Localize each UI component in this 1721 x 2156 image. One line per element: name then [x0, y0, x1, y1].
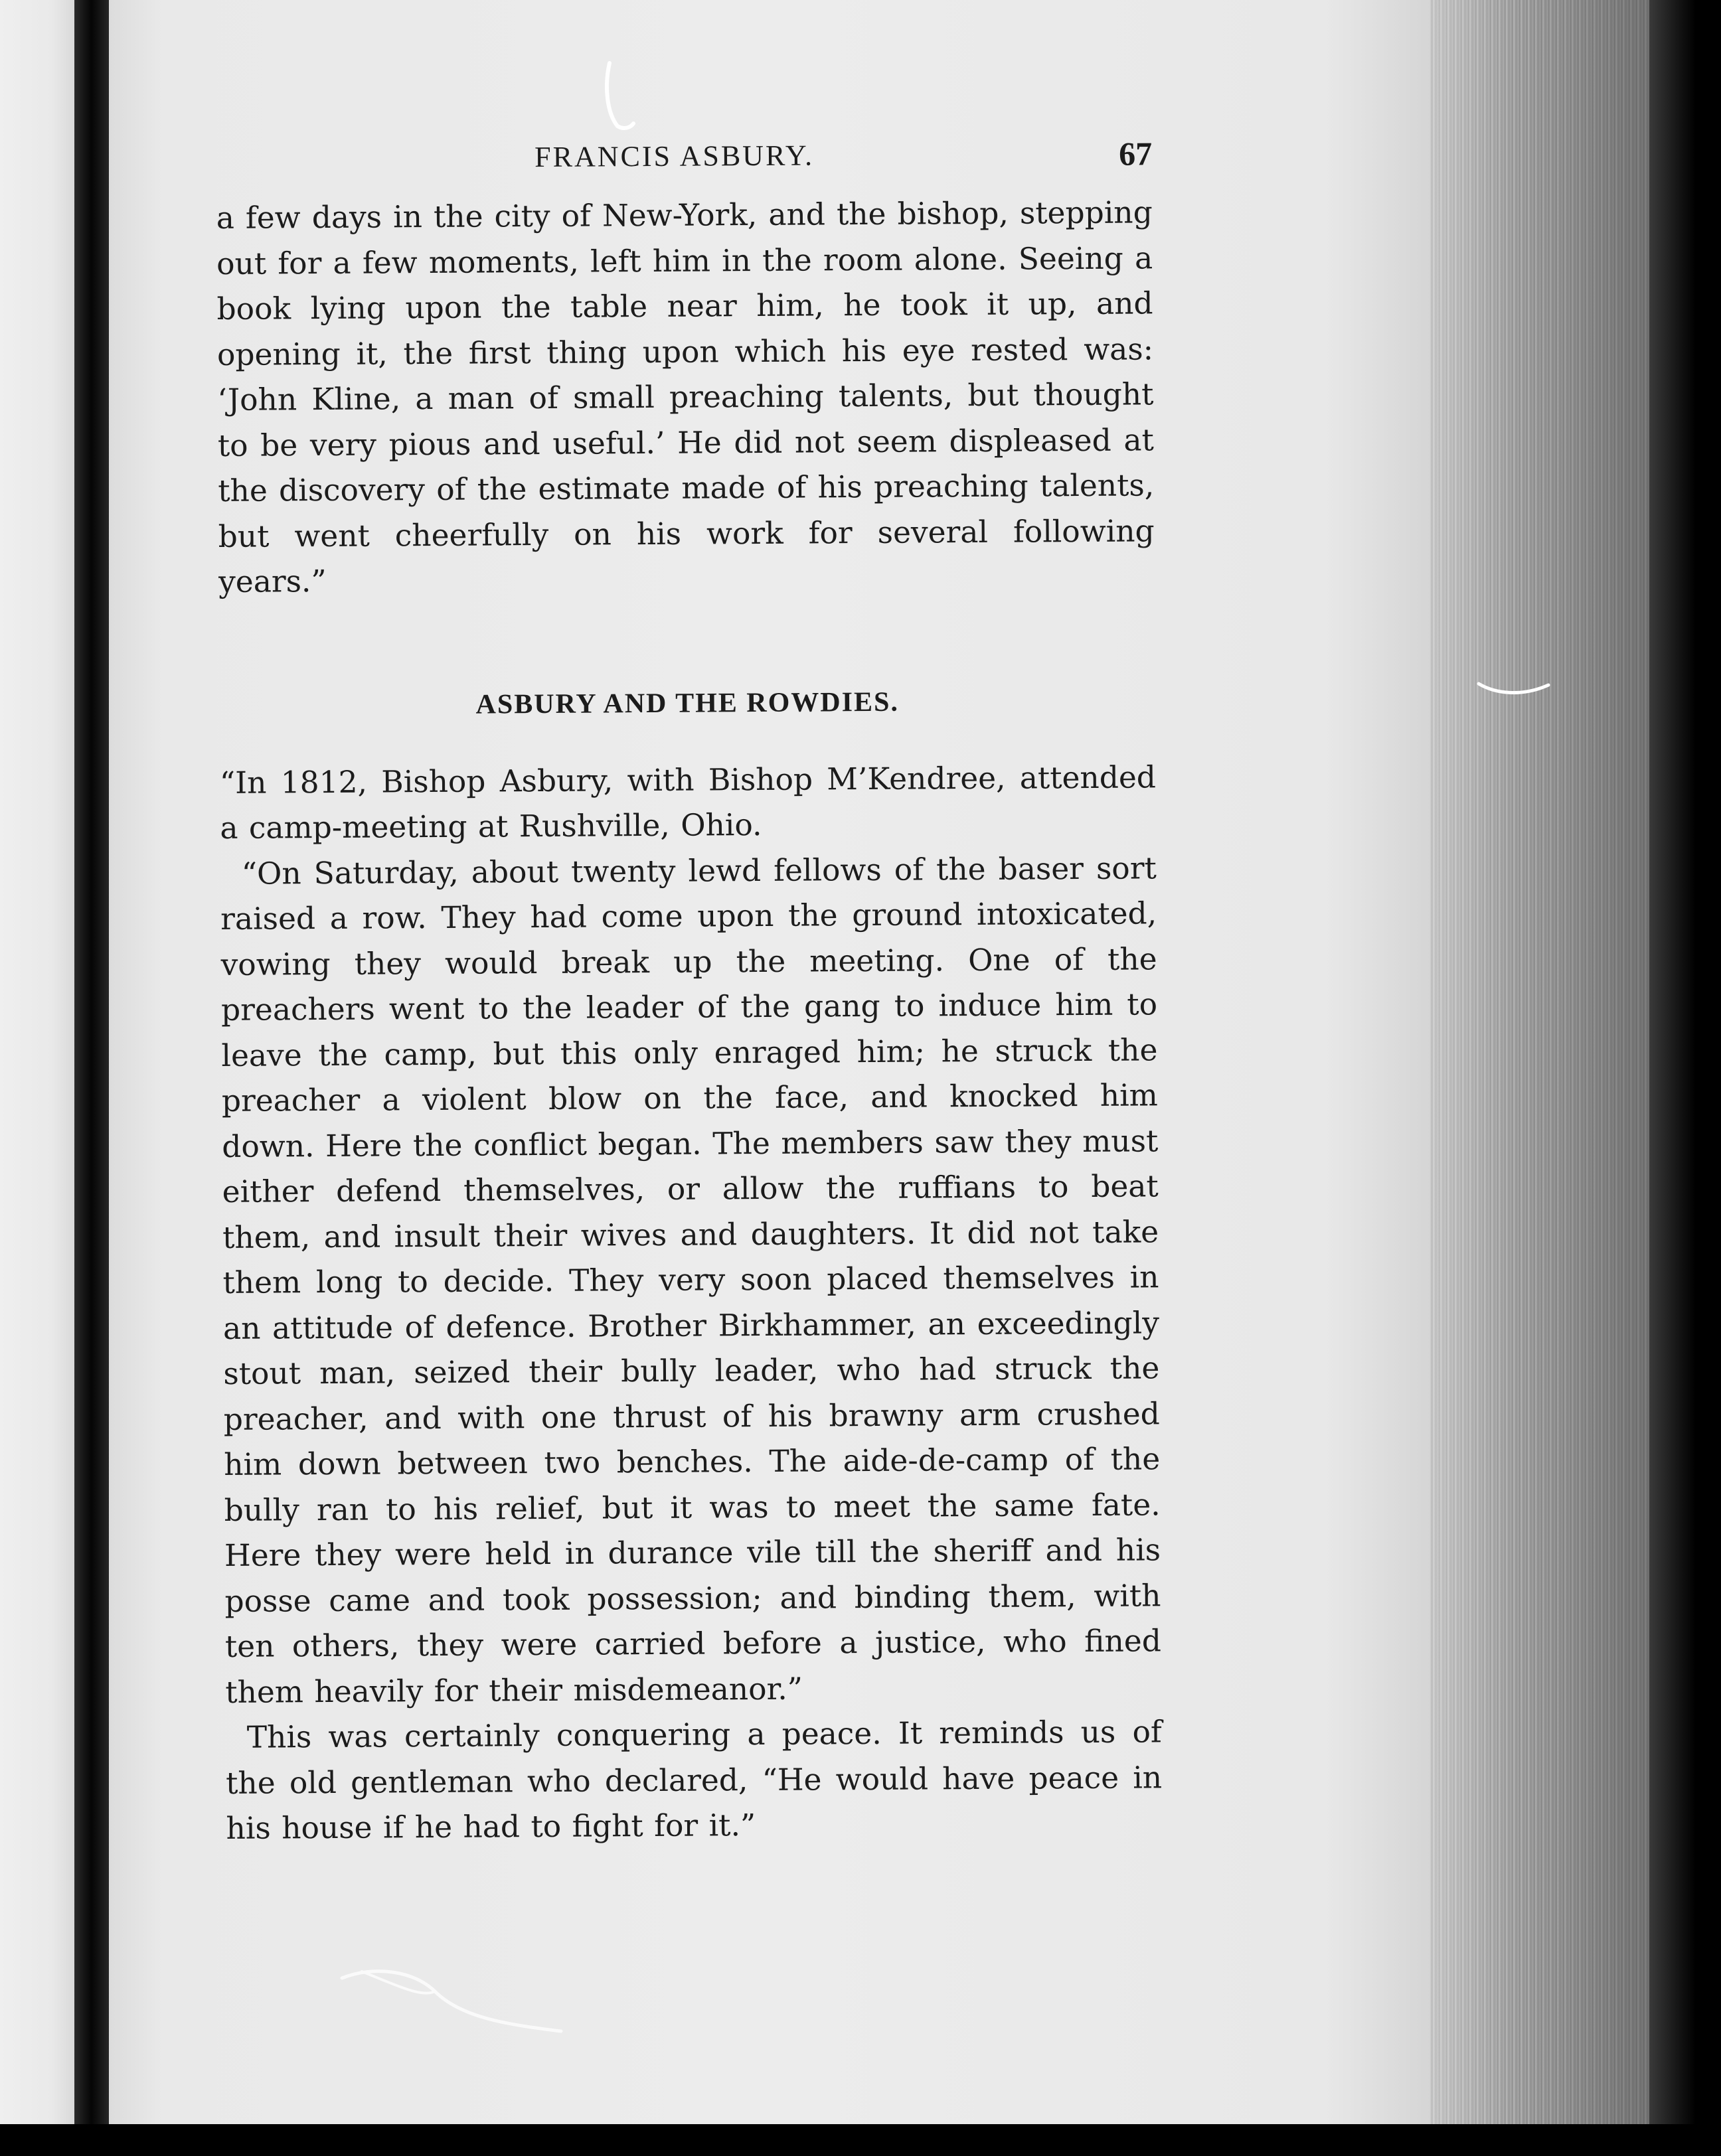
- page-text: [216, 130, 1163, 1851]
- section-heading: ASBURY AND THE ROWDIES.: [475, 686, 900, 720]
- paragraph: “In 1812, Bishop Asbury, with Bishop M’Kendree, attended a camp-meeting at Rushville, Ohio.: [219, 759, 1157, 846]
- facing-page-edge: [0, 0, 74, 2156]
- book-cover-edge: [1649, 0, 1696, 2124]
- book-gutter: [74, 0, 109, 2156]
- page-block-edges: [1430, 0, 1649, 2124]
- paragraph: This was certainly conquering a peace. It reminds us of the old gentleman who declared, “He would have peace in his house if he had to fight for it.”: [225, 1714, 1163, 1846]
- page-number: 67: [1119, 135, 1153, 173]
- paragraph: “On Saturday, about twenty lewd fellows of the baser sort raised a row. They had come upon the ground intoxicated, vowing they would break up the meeting. One of the preachers went to the leader of the gang to induce him to leave the camp, but this only enraged him; he struck the preacher a violent blow on the face, and knocked him down. Here the conflict began. The members saw they must either defend themselves, or allow the ruffians to beat them, and insult their wives and daughters. It did not take them long to decide. They very soon placed themselves in an attitude of defence. Brother Birkhammer, an exceedingly stout man, seized their bully leader, who had struck the preacher, and with one thrust of his brawny arm crushed him down between two benches. The aide-de-camp of the bully ran to his relief, but it was to meet the same fate. Here they were held in durance vile till the sheriff and his posse came and took possession; and binding them, with ten others, they were carried before a justice, who fined them heavily for their misdemeanor.”: [220, 850, 1162, 1710]
- paragraph-continued: a few days in the city of New-York, and the bishop, stepping out for a few moments, left him in the room alone. Seeing a book lying upon the table near him, he took it up, and opening it, the first thing upon which his eye rested was: ‘John Kline, a man of small preaching talents, but thought to be very pious and useful.’ He did not seem displeased at the discovery of the estimate made of his preaching talents, but went cheerfully on his work for several following years.”: [216, 194, 1155, 599]
- running-title: FRANCIS ASBURY.: [534, 139, 815, 174]
- scan-border: [0, 2124, 1721, 2156]
- running-head: [216, 130, 1152, 183]
